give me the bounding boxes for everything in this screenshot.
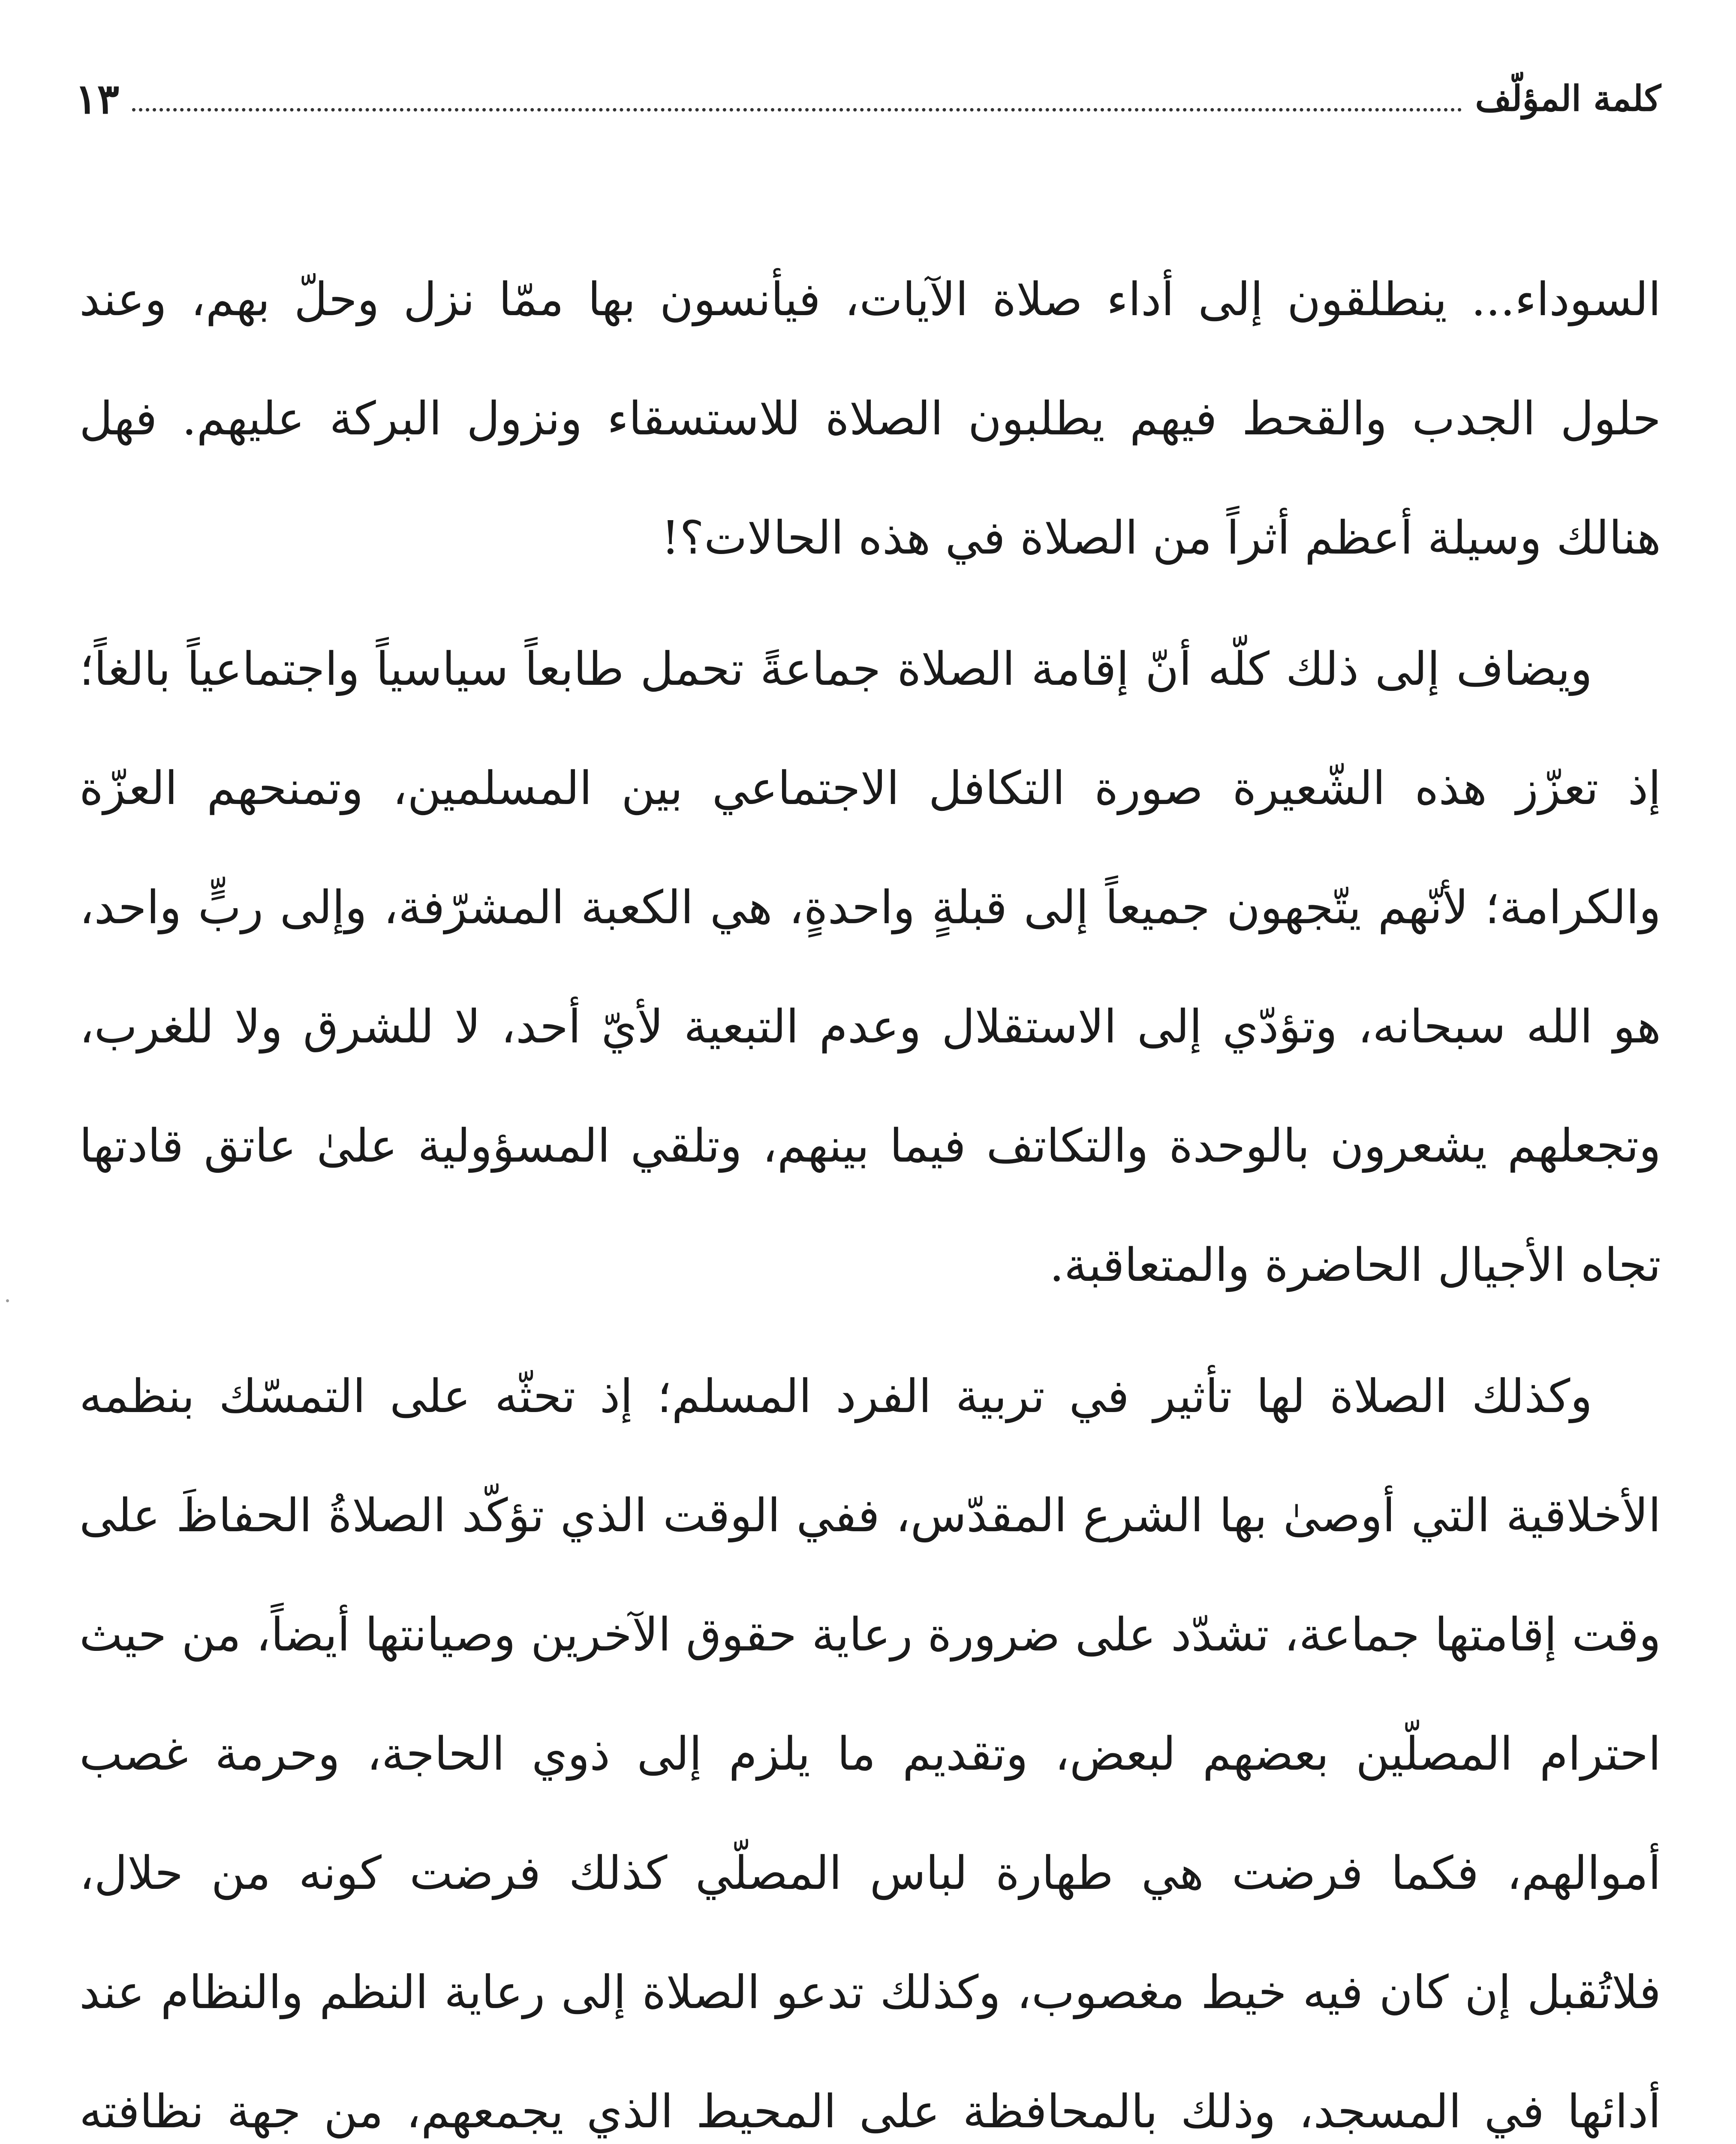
paragraph-text: السوداء... ينطلقون إلى أداء صلاة الآيات، فيأنسون بها ممّا نزل وحلّ بهم، وعند حلول الجدب والقحط فيهم يطلبون الصلاة للاستسقاء ونزول البركة عليهم. فهل هنالك وسيلة أعظم أثراً من الصلاة في هذه الحالات؟! xyxy=(79,273,1661,565)
paragraph xyxy=(79,610,1661,1325)
page-number: ١٣ xyxy=(75,74,120,123)
body-text xyxy=(79,240,1661,2144)
margin-dot xyxy=(6,1299,9,1302)
running-title: كلمة المؤلّف xyxy=(1475,78,1661,119)
paragraph-text: وكذلك الصلاة لها تأثير في تربية الفرد المسلم؛ إذ تحثّه على التمسّك بنظمه الأخلاقية التي أوصىٰ بها الشرع المقدّس، ففي الوقت الذي تؤكّد الصلاةُ الحفاظَ على وقت إقامتها جماعة، تشدّد على ضرورة رعاية حقوق الآخرين وصيانتها أيضاً، من حيث احترام المصلّين بعضهم لبعض، وتقديم ما يلزم إلى ذوي الحاجة، وحرمة غصب أموالهم، فكما فرضت هي طهارة لباس المصلّي كذلك فرضت كونه من حلال، فلاتُقبل إن كان فيه خيط مغصوب، وكذلك تدعو الصلاة إلى رعاية النظم والنظام عند أدائها في المسجد، وذلك بالمحافظة على المحيط الذي يجمعهم، من جهة نظافته xyxy=(79,1370,1661,2138)
paragraph xyxy=(79,1337,1661,2144)
dotted-leader xyxy=(132,108,1462,111)
paragraph-text: ويضاف إلى ذلك كلّه أنّ إقامة الصلاة جماعةً تحمل طابعاً سياسياً واجتماعياً بالغاً؛ إذ تعزّز هذه الشّعيرة صورة التكافل الاجتماعي بين المسلمين، وتمنحهم العزّة والكرامة؛ لأنّهم يتّجهون جميعاً إلى قبلةٍ واحدةٍ، هي الكعبة المشرّفة، وإلى ربٍّ واحد، هو الله سبحانه، وتؤدّي إلى الاستقلال وعدم التبعية لأيّ أحد، لا للشرق ولا للغرب، وتجعلهم يشعرون بالوحدة والتكاتف فيما بينهم، وتلقي المسؤولية علىٰ عاتق قادتها تجاه الأجيال الحاضرة والمتعاقبة. xyxy=(79,643,1661,1292)
page-header xyxy=(75,69,1661,129)
paragraph xyxy=(79,240,1661,598)
